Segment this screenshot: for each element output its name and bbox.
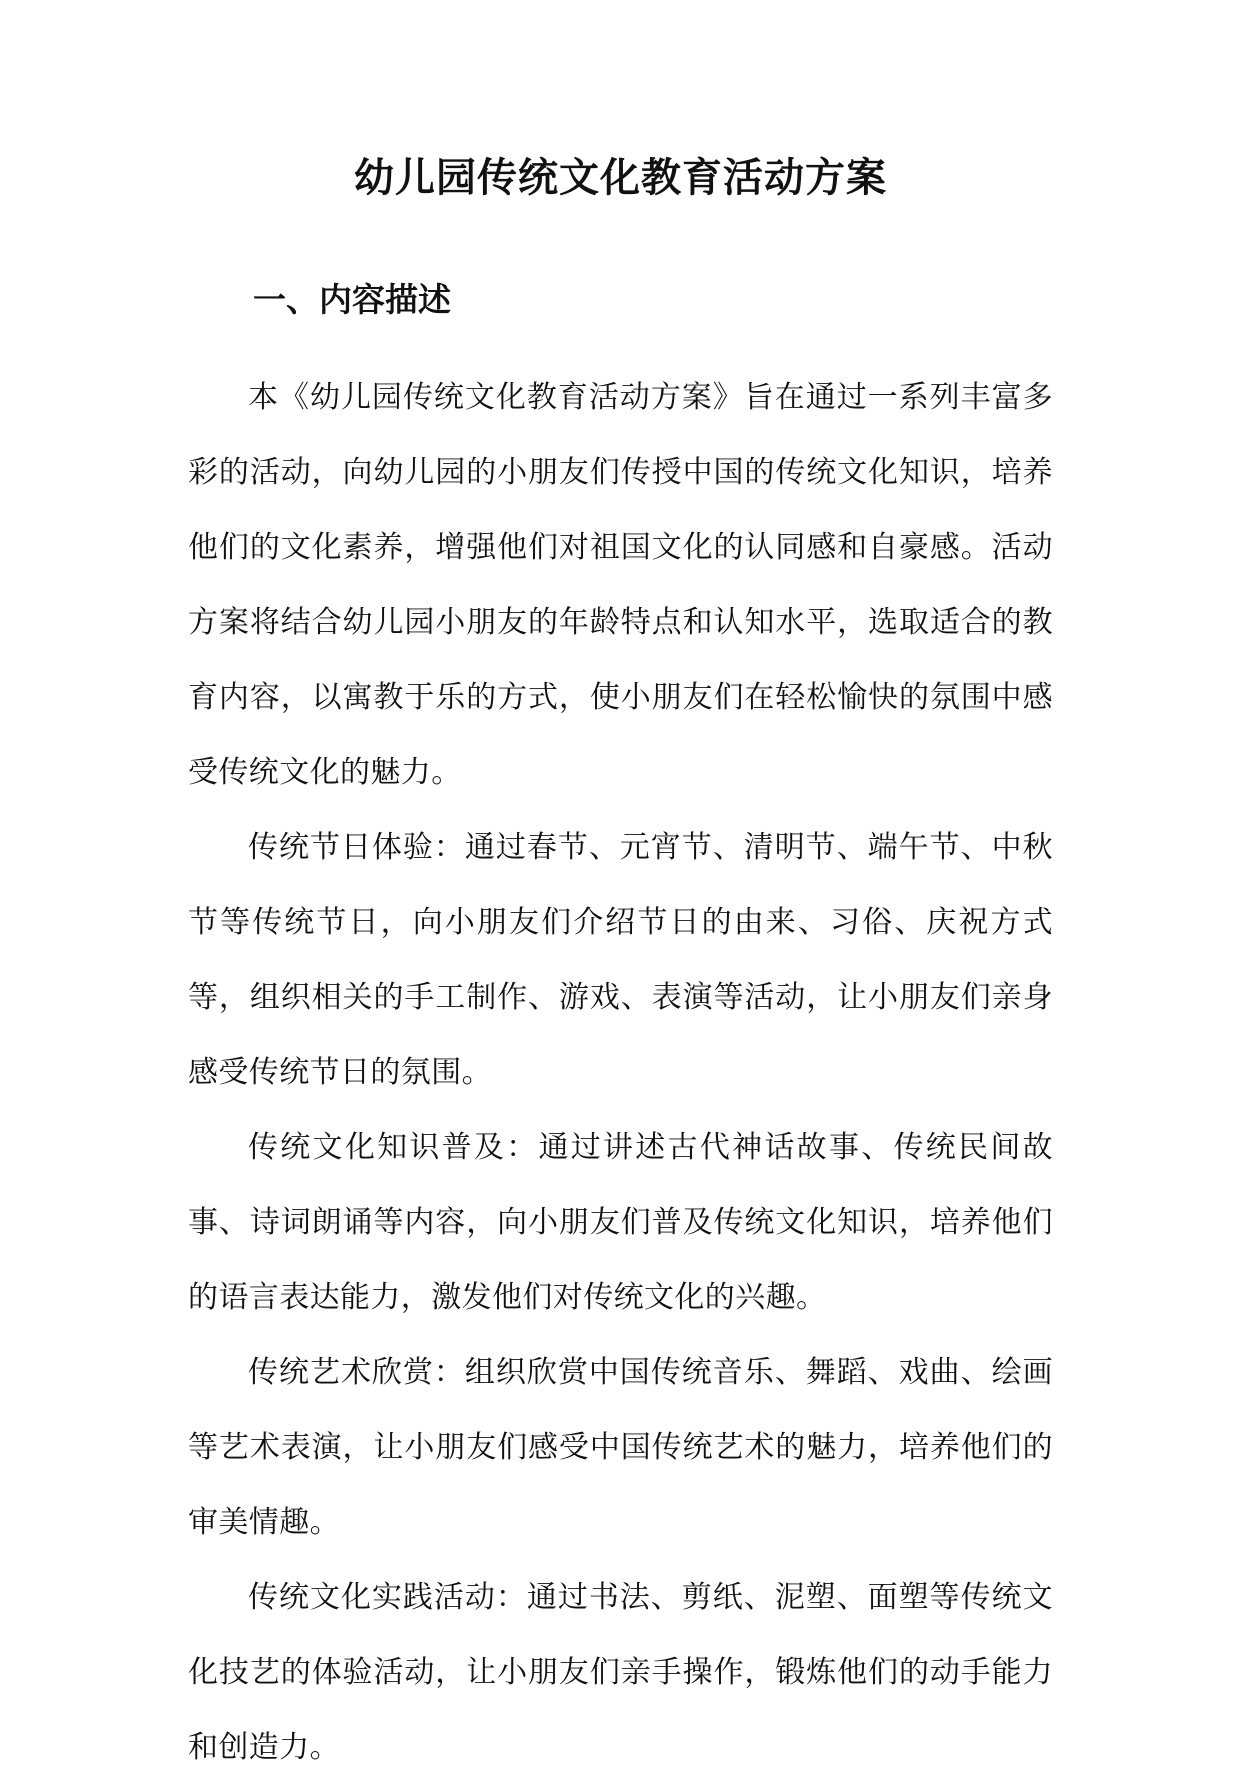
paragraph-festival-experience: 传统节日体验：通过春节、元宵节、清明节、端午节、中秋节等传统节日，向小朋友们介绍节日的由来、习俗、庆祝方式等，组织相关的手工制作、游戏、表演等活动，让小朋友们亲身感受传统节日的氛围。 — [188, 830, 1053, 1090]
document-title: 幼儿园传统文化教育活动方案 — [354, 154, 887, 201]
paragraph-practice-activities: 传统文化实践活动：通过书法、剪纸、泥塑、面塑等传统文化技艺的体验活动，让小朋友们亲手操作，锻炼他们的动手能力和创造力。 — [188, 1580, 1053, 1765]
paragraph-intro: 本《幼儿园传统文化教育活动方案》旨在通过一系列丰富多彩的活动，向幼儿园的小朋友们传授中国的传统文化知识，培养他们的文化素养，增强他们对祖国文化的认同感和自豪感。活动方案将结合幼儿园小朋友的年龄特点和认知水平，选取适合的教育内容，以寓教于乐的方式，使小朋友们在轻松愉快的氛围中感受传统文化的魅力。 — [188, 380, 1053, 790]
section-heading: 一、内容描述 — [253, 280, 451, 319]
paragraph-art-appreciation: 传统艺术欣赏：组织欣赏中国传统音乐、舞蹈、戏曲、绘画等艺术表演，让小朋友们感受中国传统艺术的魅力，培养他们的审美情趣。 — [188, 1355, 1053, 1540]
document-body — [188, 360, 1053, 1785]
paragraph-culture-knowledge: 传统文化知识普及：通过讲述古代神话故事、传统民间故事、诗词朗诵等内容，向小朋友们普及传统文化知识，培养他们的语言表达能力，激发他们对传统文化的兴趣。 — [188, 1130, 1053, 1315]
